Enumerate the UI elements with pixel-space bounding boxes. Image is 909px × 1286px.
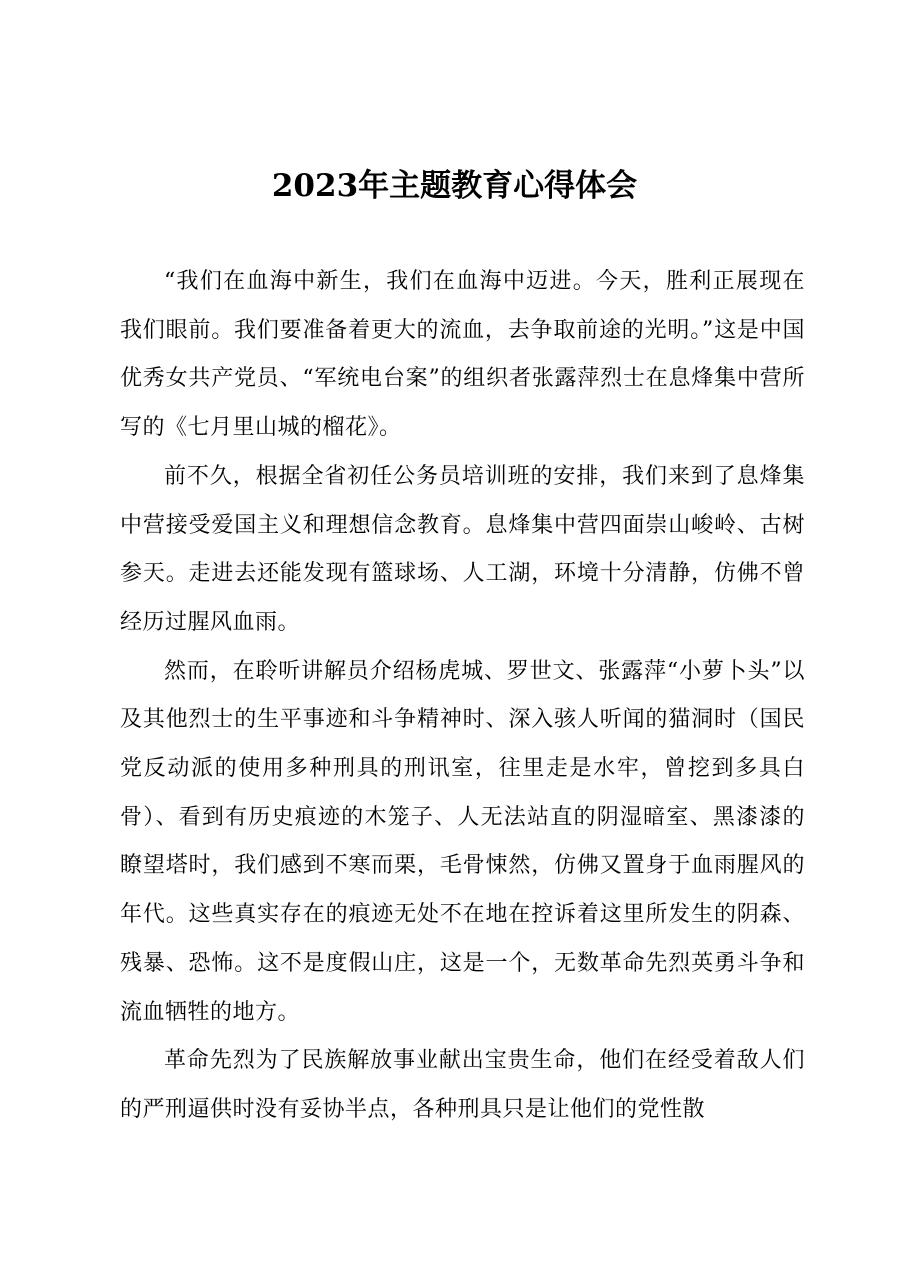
paragraph-2: 前不久，根据全省初任公务员培训班的安排，我们来到了息烽集中营接受爱国主义和理想信念教育。息烽集中营四面崇山峻岭、古树参天。走进去还能发现有篮球场、人工湖，环境十分清静，仿佛不曾经历过腥风血雨。 (120, 463, 805, 635)
document-title: 2023年主题教育心得体会 (271, 168, 638, 204)
paragraph-3: 然而，在聆听讲解员介绍杨虎城、罗世文、张露萍“小萝卜头”以及其他烈士的生平事迹和斗争精神时、深入骇人听闻的猫洞时（国民党反动派的使用多种刑具的刑讯室，往里走是水牢，曾挖到多具白骨）、看到有历史痕迹的木笼子、人无法站直的阴湿暗室、黑漆漆的瞭望塔时，我们感到不寒而栗，毛骨悚然，仿佛又置身于血雨腥风的年代。这些真实存在的痕迹无处不在地在控诉着这里所发生的阴森、残暴、恐怖。这不是度假山庄，这是一个，无数革命先烈英勇斗争和流血牺牲的地方。 (120, 658, 805, 1025)
paragraph-1: “我们在血海中新生，我们在血海中迈进。今天，胜利正展现在我们眼前。我们要准备着更大的流血，去争取前途的光明。”这是中国优秀女共产党员、“军统电台案”的组织者张露萍烈士在息烽集中营所写的《七月里山城的榴花》。 (120, 269, 805, 441)
paragraph-4: 革命先烈为了民族解放事业献出宝贵生命，他们在经受着敌人们的严刑逼供时没有妥协半点，各种刑具只是让他们的党性散 (120, 1048, 805, 1122)
document-body (120, 258, 805, 1135)
